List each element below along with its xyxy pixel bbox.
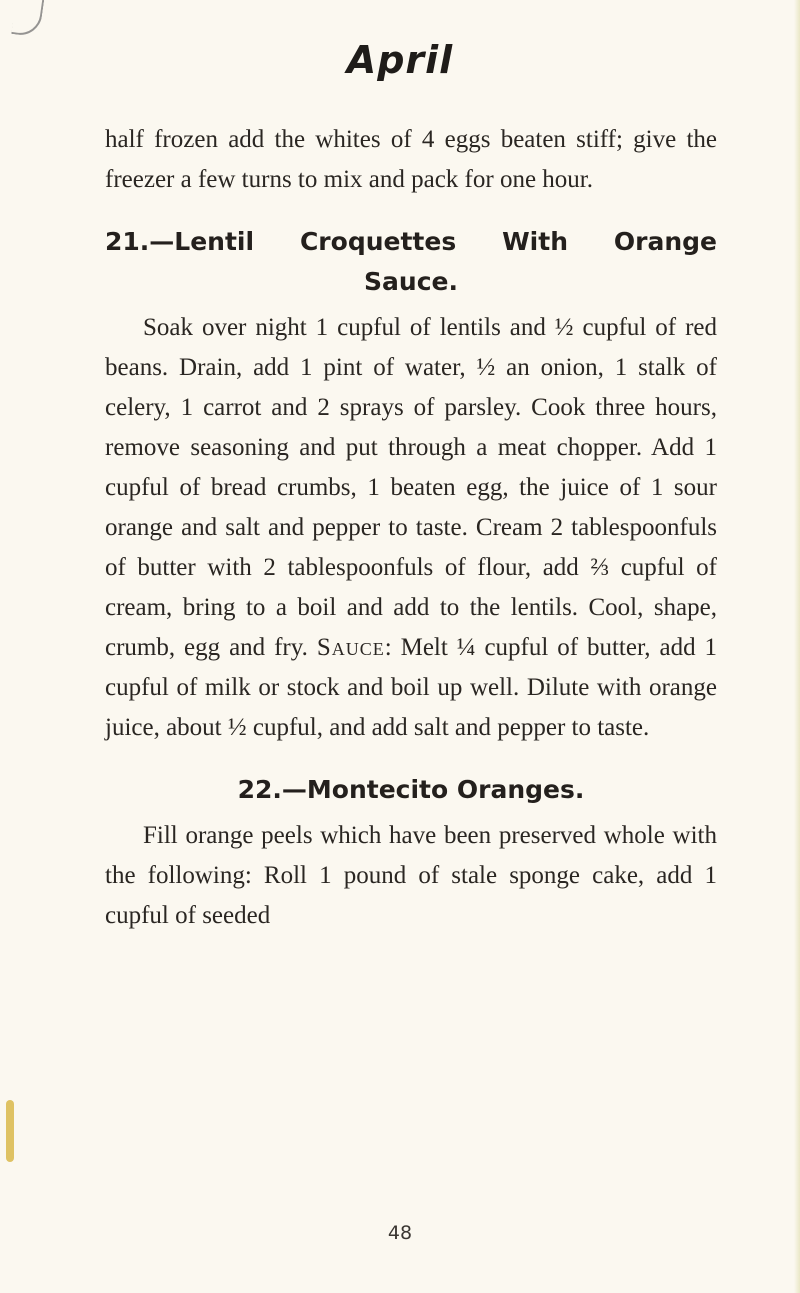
- recipe-21-heading-line2: Sauce.: [364, 267, 458, 296]
- page-corner-mark: [11, 0, 45, 38]
- recipe-22-body: Fill orange peels which have been preserved whole with the following: Roll 1 pound of stale sponge cake, add 1 cupful of seeded: [105, 822, 717, 929]
- page-header: April: [346, 38, 454, 82]
- continuation-paragraph: half frozen add the whites of 4 eggs beaten stiff; give the freezer a few turns to mix and pack for one hour.: [105, 126, 717, 193]
- recipe-22-heading-block: [105, 770, 717, 810]
- recipe-21-heading: [105, 222, 717, 302]
- recipe-21-body: [105, 308, 717, 748]
- page-edge-shadow: [794, 0, 800, 1293]
- page-number: 48: [387, 1222, 413, 1244]
- recipe-22-heading: 22.—Montecito Oranges.: [237, 775, 585, 804]
- recipe-21-heading-line1: 21.—Lentil Croquettes With Orange: [105, 227, 717, 256]
- recipe-21-body-part2: : Melt ¼ cupful of butter, add 1 cupful of milk or stock and boil up well. Dilute with orange juice, about ½ cupful, and add salt and pepper to taste.: [105, 634, 718, 741]
- page-content: [105, 120, 717, 936]
- page-edge-stain: [6, 1100, 14, 1162]
- recipe-21-body-part1: Soak over night 1 cupful of lentils and ½ cupful of red beans. Drain, add 1 pint of water, ½ an onion, 1 stalk of celery, 1 carrot and 2 sprays of parsley. Cook three hours, remove seasoning and put through a meat chopper. Add 1 cupful of bread crumbs, 1 beaten egg, the juice of 1 sour orange and salt and pepper to taste. Cream 2 tablespoonfuls of butter with 2 tablespoonfuls of flour, add ⅔ cupful of cream, bring to a boil and add to the lentils. Cool, shape, crumb, egg and fry.: [105, 314, 717, 661]
- sauce-label: Sauce: [316, 634, 385, 661]
